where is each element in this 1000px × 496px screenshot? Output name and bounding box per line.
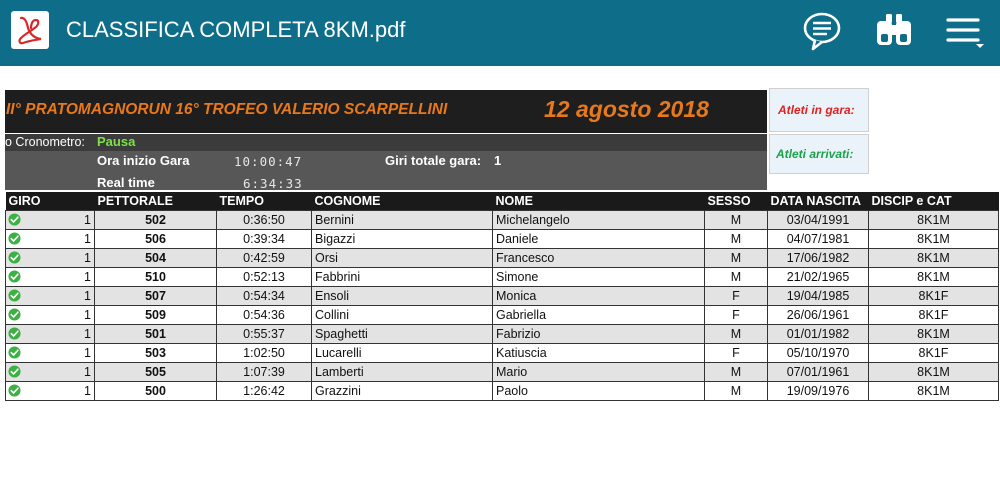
athletes-arrived-label: Atleti arrivati: bbox=[776, 147, 854, 161]
category-cell: 8K1F bbox=[869, 306, 999, 325]
time-cell: 0:36:50 bbox=[217, 211, 312, 230]
bib-cell: 506 bbox=[95, 230, 217, 249]
sex-cell: M bbox=[705, 211, 768, 230]
surname-cell: Bernini bbox=[312, 211, 493, 230]
table-row bbox=[6, 363, 999, 382]
bib-cell: 507 bbox=[95, 287, 217, 306]
giro-cell bbox=[6, 230, 95, 249]
bib-cell: 504 bbox=[95, 249, 217, 268]
birthdate-cell: 05/10/1970 bbox=[768, 344, 869, 363]
check-circle-icon bbox=[8, 213, 21, 226]
surname-cell: Spaghetti bbox=[312, 325, 493, 344]
name-cell: Monica bbox=[493, 287, 705, 306]
bib-cell: 503 bbox=[95, 344, 217, 363]
sex-cell: M bbox=[705, 268, 768, 287]
time-cell: 0:54:34 bbox=[217, 287, 312, 306]
pdf-file-icon bbox=[11, 11, 49, 49]
menu-icon[interactable] bbox=[944, 10, 986, 57]
surname-cell: Fabbrini bbox=[312, 268, 493, 287]
surname-cell: Collini bbox=[312, 306, 493, 325]
giro-cell bbox=[6, 344, 95, 363]
table-row bbox=[6, 382, 999, 401]
check-circle-icon bbox=[8, 232, 21, 245]
check-circle-icon bbox=[8, 308, 21, 321]
giro-cell bbox=[6, 211, 95, 230]
category-cell: 8K1F bbox=[869, 287, 999, 306]
table-row bbox=[6, 306, 999, 325]
giro-cell bbox=[6, 249, 95, 268]
birthdate-cell: 26/06/1961 bbox=[768, 306, 869, 325]
birthdate-cell: 19/04/1985 bbox=[768, 287, 869, 306]
giro-cell bbox=[6, 325, 95, 344]
time-cell: 1:02:50 bbox=[217, 344, 312, 363]
surname-cell: Grazzini bbox=[312, 382, 493, 401]
giro-value: 1 bbox=[84, 213, 91, 227]
header-data-nascita: DATA NASCITA bbox=[768, 192, 869, 211]
real-time-value: 6:34:33 bbox=[243, 176, 303, 191]
surname-cell: Bigazzi bbox=[312, 230, 493, 249]
giro-cell bbox=[6, 382, 95, 401]
table-row bbox=[6, 249, 999, 268]
sex-cell: M bbox=[705, 249, 768, 268]
race-date: 12 agosto 2018 bbox=[544, 96, 709, 122]
giro-value: 1 bbox=[84, 327, 91, 341]
giro-value: 1 bbox=[84, 384, 91, 398]
table-header bbox=[6, 192, 999, 211]
name-cell: Michelangelo bbox=[493, 211, 705, 230]
name-cell: Mario bbox=[493, 363, 705, 382]
category-cell: 8K1M bbox=[869, 249, 999, 268]
check-circle-icon bbox=[8, 270, 21, 283]
name-cell: Paolo bbox=[493, 382, 705, 401]
sex-cell: F bbox=[705, 306, 768, 325]
giro-value: 1 bbox=[84, 232, 91, 246]
table-row bbox=[6, 287, 999, 306]
table-row bbox=[6, 230, 999, 249]
time-cell: 1:26:42 bbox=[217, 382, 312, 401]
category-cell: 8K1M bbox=[869, 382, 999, 401]
sex-cell: F bbox=[705, 344, 768, 363]
sex-cell: M bbox=[705, 230, 768, 249]
pdf-page[interactable] bbox=[0, 66, 1000, 496]
header-pettorale: PETTORALE bbox=[95, 192, 217, 211]
table-row bbox=[6, 268, 999, 287]
time-cell: 0:55:37 bbox=[217, 325, 312, 344]
bib-cell: 500 bbox=[95, 382, 217, 401]
athletes-racing-box bbox=[769, 88, 869, 132]
birthdate-cell: 17/06/1982 bbox=[768, 249, 869, 268]
giro-cell bbox=[6, 287, 95, 306]
sex-cell: M bbox=[705, 382, 768, 401]
surname-cell: Ensoli bbox=[312, 287, 493, 306]
category-cell: 8K1M bbox=[869, 211, 999, 230]
real-time-label: Real time bbox=[97, 175, 155, 190]
header-cognome: COGNOME bbox=[312, 192, 493, 211]
sex-cell: M bbox=[705, 363, 768, 382]
start-time-label: Ora inizio Gara bbox=[97, 153, 190, 168]
binoculars-icon[interactable] bbox=[874, 10, 914, 57]
sex-cell: M bbox=[705, 325, 768, 344]
giro-cell bbox=[6, 268, 95, 287]
check-circle-icon bbox=[8, 365, 21, 378]
app-toolbar bbox=[0, 0, 1000, 66]
time-cell: 1:07:39 bbox=[217, 363, 312, 382]
surname-cell: Orsi bbox=[312, 249, 493, 268]
birthdate-cell: 01/01/1982 bbox=[768, 325, 869, 344]
bib-cell: 501 bbox=[95, 325, 217, 344]
bib-cell: 510 bbox=[95, 268, 217, 287]
sex-cell: F bbox=[705, 287, 768, 306]
chat-bubble-icon[interactable] bbox=[801, 10, 843, 57]
category-cell: 8K1M bbox=[869, 363, 999, 382]
athletes-racing-label: Atleti in gara: bbox=[778, 103, 855, 117]
check-circle-icon bbox=[8, 251, 21, 264]
header-sesso: SESSO bbox=[705, 192, 768, 211]
table-row bbox=[6, 325, 999, 344]
laps-value: 1 bbox=[494, 153, 502, 168]
name-cell: Gabriella bbox=[493, 306, 705, 325]
name-cell: Katiuscia bbox=[493, 344, 705, 363]
bib-cell: 502 bbox=[95, 211, 217, 230]
check-circle-icon bbox=[8, 327, 21, 340]
birthdate-cell: 21/02/1965 bbox=[768, 268, 869, 287]
surname-cell: Lucarelli bbox=[312, 344, 493, 363]
name-cell: Daniele bbox=[493, 230, 705, 249]
time-cell: 0:52:13 bbox=[217, 268, 312, 287]
giro-value: 1 bbox=[84, 365, 91, 379]
check-circle-icon bbox=[8, 289, 21, 302]
check-circle-icon bbox=[8, 346, 21, 359]
bib-cell: 509 bbox=[95, 306, 217, 325]
category-cell: 8K1F bbox=[869, 344, 999, 363]
name-cell: Fabrizio bbox=[493, 325, 705, 344]
category-cell: 8K1M bbox=[869, 325, 999, 344]
giro-value: 1 bbox=[84, 251, 91, 265]
stopwatch-status: Pausa bbox=[97, 134, 136, 149]
header-discip-cat: DISCIP e CAT bbox=[869, 192, 999, 211]
giro-cell bbox=[6, 363, 95, 382]
results-table bbox=[5, 192, 999, 401]
header-nome: NOME bbox=[493, 192, 705, 211]
birthdate-cell: 07/01/1961 bbox=[768, 363, 869, 382]
giro-value: 1 bbox=[84, 270, 91, 284]
start-time-value: 10:00:47 bbox=[234, 154, 303, 169]
surname-cell: Lamberti bbox=[312, 363, 493, 382]
birthdate-cell: 19/09/1976 bbox=[768, 382, 869, 401]
stopwatch-label: o Cronometro: bbox=[5, 135, 85, 149]
table-row bbox=[6, 344, 999, 363]
time-cell: 0:54:36 bbox=[217, 306, 312, 325]
giro-value: 1 bbox=[84, 346, 91, 360]
header-giro: GIRO bbox=[6, 192, 95, 211]
check-circle-icon bbox=[8, 384, 21, 397]
name-cell: Simone bbox=[493, 268, 705, 287]
header-tempo: TEMPO bbox=[217, 192, 312, 211]
giro-value: 1 bbox=[84, 308, 91, 322]
birthdate-cell: 03/04/1991 bbox=[768, 211, 869, 230]
time-cell: 0:42:59 bbox=[217, 249, 312, 268]
giro-cell bbox=[6, 306, 95, 325]
athletes-arrived-box bbox=[769, 134, 869, 174]
bib-cell: 505 bbox=[95, 363, 217, 382]
name-cell: Francesco bbox=[493, 249, 705, 268]
laps-label: Giri totale gara: bbox=[385, 153, 482, 168]
category-cell: 8K1M bbox=[869, 268, 999, 287]
race-title: II° PRATOMAGNORUN 16° TROFEO VALERIO SCARPELLINI bbox=[6, 101, 448, 118]
table-row bbox=[6, 211, 999, 230]
giro-value: 1 bbox=[84, 289, 91, 303]
document-title: CLASSIFICA COMPLETA 8KM.pdf bbox=[66, 17, 406, 42]
birthdate-cell: 04/07/1981 bbox=[768, 230, 869, 249]
time-cell: 0:39:34 bbox=[217, 230, 312, 249]
category-cell: 8K1M bbox=[869, 230, 999, 249]
